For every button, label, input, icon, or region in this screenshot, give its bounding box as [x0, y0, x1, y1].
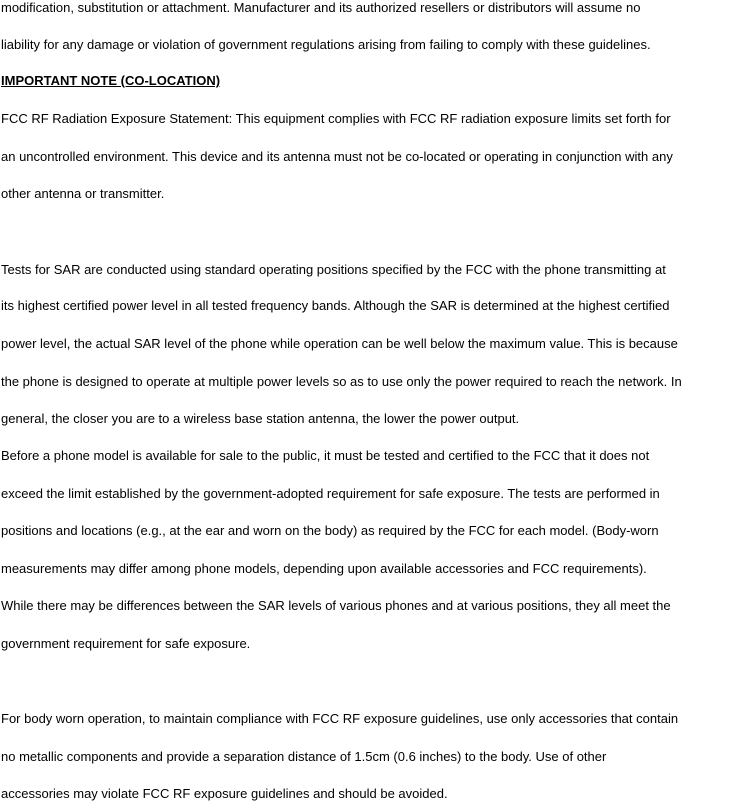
certification-line-4: measurements may differ among phone models, depending upon available accessories and FCC requirements).	[1, 561, 647, 576]
certification-line-3: positions and locations (e.g., at the ear and worn on the body) as required by the FCC for each model. (Body-worn	[1, 523, 659, 538]
certification-line-5: While there may be differences between the SAR levels of various phones and at various positions, they all meet the	[1, 598, 671, 613]
sar-line-5: general, the closer you are to a wireless base station antenna, the lower the power output.	[1, 411, 520, 426]
certification-line-6: government requirement for safe exposure.	[1, 636, 251, 651]
colocation-line-1: FCC RF Radiation Exposure Statement: This equipment complies with FCC RF radiation exposure limits set forth for	[1, 111, 671, 126]
colocation-heading: IMPORTANT NOTE (CO-LOCATION)	[1, 73, 221, 88]
colocation-line-2: an uncontrolled environment. This device and its antenna must not be co-located or operating in conjunction with any	[1, 149, 673, 164]
body-worn-line-1: For body worn operation, to maintain compliance with FCC RF exposure guidelines, use only accessories that contain	[1, 711, 679, 726]
certification-line-2: exceed the limit established by the government-adopted requirement for safe exposure. The tests are performed in	[1, 486, 660, 501]
certification-line-1: Before a phone model is available for sale to the public, it must be tested and certified to the FCC that it does not	[1, 448, 650, 463]
sar-line-1: Tests for SAR are conducted using standard operating positions specified by the FCC with the phone transmitting at	[1, 262, 666, 277]
colocation-line-3: other antenna or transmitter.	[1, 186, 165, 201]
sar-line-3: power level, the actual SAR level of the phone while operation can be well below the maximum value. This is because	[1, 336, 678, 351]
sar-line-4: the phone is designed to operate at multiple power levels so as to use only the power required to reach the network. In	[1, 374, 682, 389]
sar-line-2: its highest certified power level in all tested frequency bands. Although the SAR is determined at the highest certified	[1, 298, 670, 313]
intro-line-2: liability for any damage or violation of government regulations arising from failing to comply with these guidelines.	[1, 37, 651, 52]
body-worn-line-2: no metallic components and provide a separation distance of 1.5cm (0.6 inches) to the body. Use of other	[1, 749, 607, 764]
intro-line-1: modification, substitution or attachment. Manufacturer and its authorized resellers or distributors will assume no	[1, 0, 641, 15]
body-worn-line-3: accessories may violate FCC RF exposure guidelines and should be avoided.	[1, 786, 448, 801]
